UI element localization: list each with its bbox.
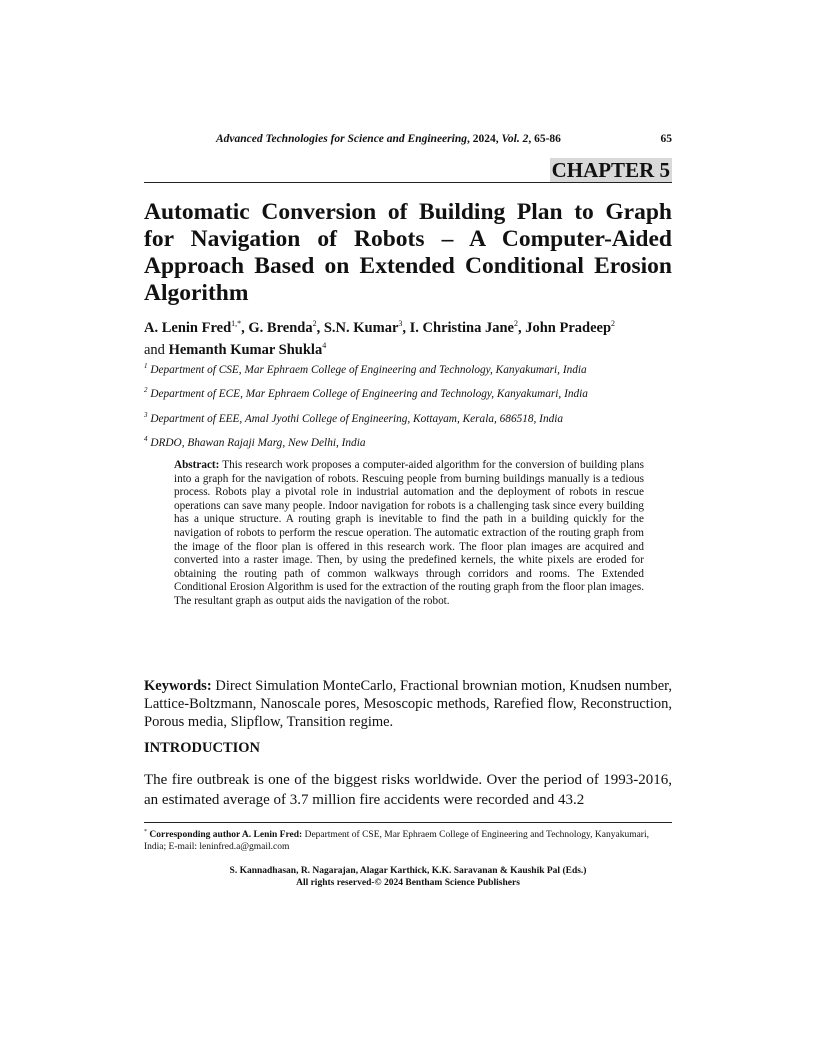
journal-name: Advanced Technologies for Science and Engineering xyxy=(216,133,467,145)
affiliation-text: Department of EEE, Amal Jyothi College of Engineering, Kottayam, Kerala, 686518, India xyxy=(150,412,564,425)
introduction-paragraph: The fire outbreak is one of the biggest risks worldwide. Over the period of 1993-2016, an estimated average of 3.7 million fire accidents were recorded and 43.2 xyxy=(144,772,672,808)
author-name: John Pradeep xyxy=(525,319,612,336)
running-head-volume: Vol. 2 xyxy=(501,133,529,145)
author-affiliation-mark: 4 xyxy=(322,340,327,350)
affiliation-line xyxy=(144,405,672,429)
affiliation-mark: 2 xyxy=(144,386,148,395)
author-list: A. Lenin Fred$^{1,*}$, G. Brenda$^2$, S.N. Kumar$^3$, I. Christina Jane$^2$, John Pradeep$^2$ and Hemanth Kumar Shukla$^4$ xyxy=(144,319,616,358)
section-heading-introduction: INTRODUCTION xyxy=(144,740,261,756)
affiliation-text: Department of CSE, Mar Ephraem College of Engineering and Technology, Kanyakumari, India xyxy=(150,363,587,376)
footnote-rule xyxy=(144,822,672,823)
affiliation-list xyxy=(144,356,672,453)
running-head-year: , 2024, xyxy=(466,133,502,145)
author-name: Hemanth Kumar Shukla xyxy=(168,341,323,358)
keywords-text: Direct Simulation MonteCarlo, Fractional brownian motion, Knudsen number, Lattice-Boltzmann, Nanoscale pores, Mesoscopic methods, Rarefied flow, Reconstruction, Porous media, Slipflow, Transition regime. xyxy=(144,678,672,731)
affiliation-line xyxy=(144,356,672,380)
authors-conjunction: and xyxy=(144,341,165,358)
affiliation-text: Department of ECE, Mar Ephraem College of Engineering and Technology, Kanyakumari, India xyxy=(150,388,588,401)
keywords-label: Keywords: xyxy=(144,678,212,694)
abstract xyxy=(174,459,644,609)
running-head-pages: , 65-86 xyxy=(528,133,561,145)
author-affiliation-mark: 2 xyxy=(312,319,317,328)
affiliation-mark: 3 xyxy=(144,410,148,419)
author-affiliation-mark: 1,* xyxy=(231,319,242,328)
affiliation-mark: 4 xyxy=(144,434,148,443)
author-name: S.N. Kumar xyxy=(323,319,399,336)
chapter-label: CHAPTER 5 xyxy=(551,158,670,182)
footnote-mark: * xyxy=(144,829,147,835)
running-head xyxy=(216,133,672,145)
chapter-rule xyxy=(144,182,672,183)
footnote xyxy=(144,826,672,853)
author-name: I. Christina Jane xyxy=(409,319,514,336)
footnote-label: Corresponding author A. Lenin Fred: xyxy=(149,830,303,841)
abstract-text: This research work proposes a computer-aided algorithm for the conversion of building plans into a graph for the navigation of robots. Rescuing people from burning buildings manually is a tedious process. Robots play a pivotal role in industrial automation and the deployment of robots in rescue operations can save many people. Indoor navigation for robots is a challenging task since every building has a unique structure. A routing graph is inevitable to find the path in a building quickly for the navigation of robots to perform the rescue operation. The automatic extraction of the routing graph from the image of the floor plan is offered in this research work. The floor plan images are acquired and converted into a raster image. Then, by using the predefined kernels, the white pixels are eroded for obtaining the routing path of common walkways through corridors and rooms. The Extended Conditional Erosion Algorithm is used for the extraction of the routing graph from the floor plan images. The resultant graph as output aids the navigation of the robot. xyxy=(174,459,644,607)
author-name: A. Lenin Fred xyxy=(144,319,232,336)
affiliation-mark: 1 xyxy=(144,362,148,370)
affiliation-line xyxy=(144,429,672,453)
author-affiliation-mark: 3 xyxy=(398,319,403,328)
copyright-line: All rights reserved-© 2024 Bentham Science Publishers xyxy=(296,877,520,888)
editors-credit xyxy=(144,866,672,889)
footnote-text: Department of CSE, Mar Ephraem College of Engineering and Technology, Kanyakumari, India; E-mail: leninfred.a@gmail.com xyxy=(144,830,649,853)
affiliation-text: DRDO, Bhawan Rajaji Marg, New Delhi, India xyxy=(150,436,366,449)
affiliation-line xyxy=(144,380,672,404)
page-number: 65 xyxy=(660,133,672,145)
editors-line: S. Kannadhasan, R. Nagarajan, Alagar Karthick, K.K. Saravanan & Kaushik Pal (Eds.) xyxy=(229,866,587,876)
author-affiliation-mark: 2 xyxy=(513,319,518,328)
paper-title: Automatic Conversion of Building Plan to Graph for Navigation of Robots – A Computer-Aided Approach Based on Extended Conditional Erosion Algorithm xyxy=(144,199,672,306)
abstract-label: Abstract: xyxy=(174,459,220,471)
keywords xyxy=(144,677,672,732)
author-affiliation-mark: 2 xyxy=(611,319,616,328)
author-name: G. Brenda xyxy=(248,319,313,336)
